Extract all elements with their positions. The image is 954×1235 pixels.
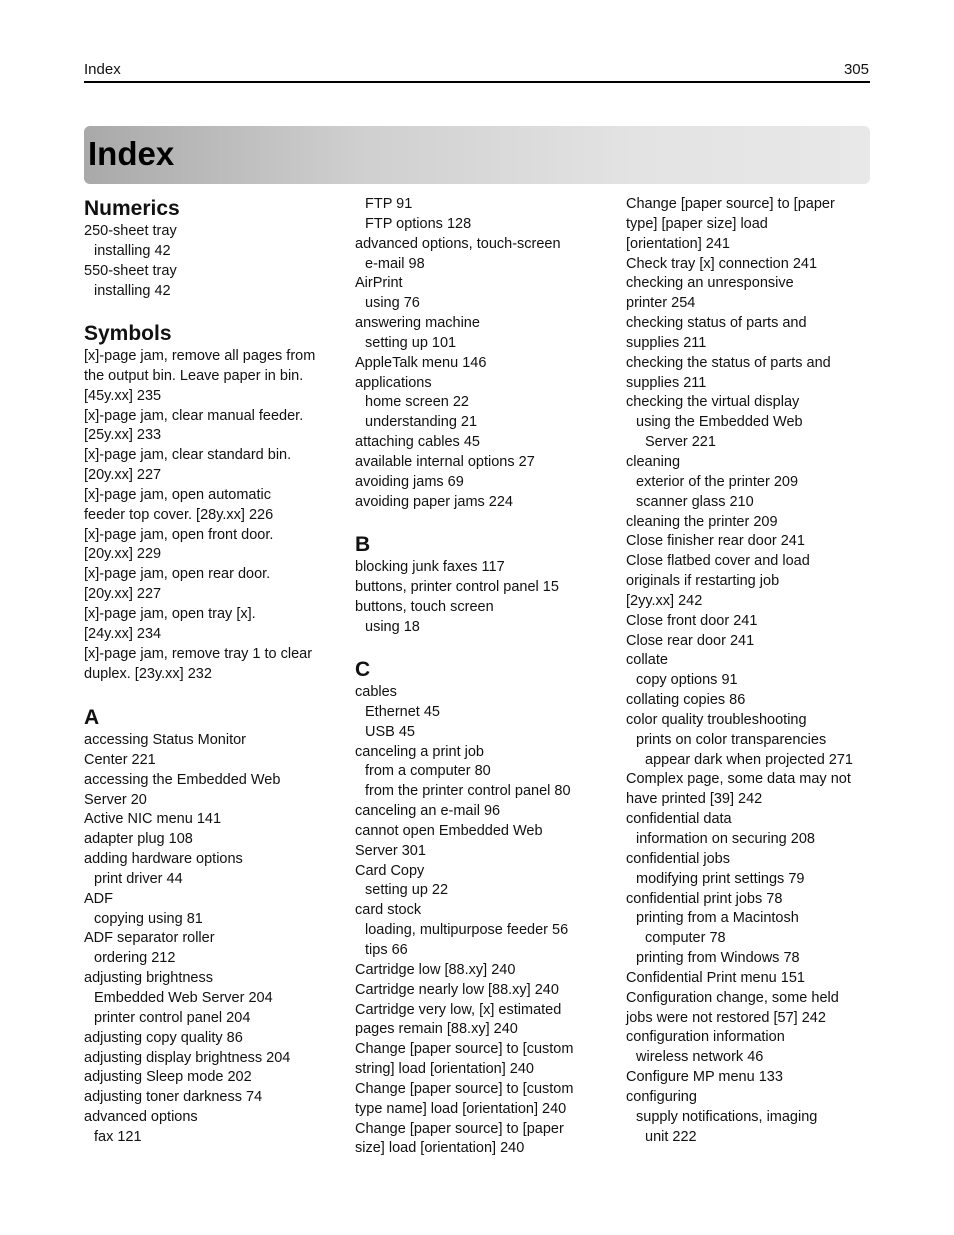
index-entry: ADF bbox=[84, 890, 113, 907]
index-subentry: wireless network 46 bbox=[636, 1049, 764, 1066]
index-entry: canceling an e-mail 96 bbox=[355, 803, 501, 820]
index-subentry: scanner glass 210 bbox=[636, 493, 754, 510]
index-section-continued bbox=[626, 195, 853, 1148]
index-entry: adding hardware options bbox=[84, 851, 243, 868]
index-section-heading: A bbox=[84, 706, 100, 729]
index-subentry: e-mail 98 bbox=[365, 255, 425, 272]
index-entry: size] load [orientation] 240 bbox=[355, 1140, 525, 1157]
index-entry: card stock bbox=[355, 902, 422, 919]
index-entry: cleaning the printer 209 bbox=[626, 513, 778, 530]
index-entry: checking an unresponsive bbox=[626, 275, 794, 292]
index-entry: type] [paper size] load bbox=[626, 215, 768, 232]
header-rule bbox=[84, 81, 870, 83]
index-entry: Cartridge nearly low [88.xy] 240 bbox=[355, 981, 559, 998]
index-entry: type name] load [orientation] 240 bbox=[355, 1100, 567, 1117]
index-entry: applications bbox=[355, 374, 432, 391]
index-subentry: using the Embedded Web bbox=[636, 414, 803, 431]
index-entry: cables bbox=[355, 684, 397, 700]
index-subentry: appear dark when projected 271 bbox=[645, 751, 853, 768]
index-entry: confidential jobs bbox=[626, 850, 730, 867]
index-entry: avoiding paper jams 224 bbox=[355, 493, 513, 510]
index-subentry: information on securing 208 bbox=[636, 831, 815, 847]
index-entry: adjusting toner darkness 74 bbox=[84, 1089, 263, 1106]
index-subentry: installing 42 bbox=[94, 242, 171, 259]
index-entry: Change [paper source] to [custom bbox=[355, 1080, 574, 1097]
index-entry: collating copies 86 bbox=[626, 692, 746, 709]
index-subentry: ordering 212 bbox=[94, 950, 176, 967]
index-entry: Check tray [x] connection 241 bbox=[626, 255, 818, 272]
index-subentry: from the printer control panel 80 bbox=[365, 783, 571, 800]
index-subentry: printer control panel 204 bbox=[94, 1009, 251, 1026]
index-subentry: unit 222 bbox=[645, 1128, 697, 1145]
index-subentry: printing from Windows 78 bbox=[636, 950, 800, 967]
index-entry: [20y.xx] 227 bbox=[84, 467, 162, 484]
index-entry: adapter plug 108 bbox=[84, 831, 193, 848]
index-entry: have printed [39] 242 bbox=[626, 791, 763, 808]
index-entry: [20y.xx] 229 bbox=[84, 546, 162, 563]
index-subentry: Embedded Web Server 204 bbox=[94, 989, 273, 1006]
index-entry: adjusting brightness bbox=[84, 970, 213, 987]
index-subentry: installing 42 bbox=[94, 282, 171, 299]
index-entry: AirPrint bbox=[355, 275, 403, 292]
index-section-a bbox=[84, 705, 290, 1148]
index-entry: 250-sheet tray bbox=[84, 223, 177, 239]
index-entry: Confidential Print menu 151 bbox=[626, 969, 805, 986]
index-entry: advanced options, touch-screen bbox=[355, 235, 561, 252]
index-entry: advanced options bbox=[84, 1109, 198, 1126]
index-entry: cannot open Embedded Web bbox=[355, 822, 543, 839]
index-subentry: FTP options 128 bbox=[365, 215, 472, 232]
index-entry: confidential print jobs 78 bbox=[626, 890, 783, 907]
index-entry: Card Copy bbox=[355, 862, 425, 879]
page-number: 305 bbox=[843, 61, 869, 78]
index-entry: adjusting copy quality 86 bbox=[84, 1029, 243, 1046]
index-subentry: printing from a Macintosh bbox=[636, 910, 799, 927]
index-subentry: Server 221 bbox=[645, 434, 716, 451]
index-section-c bbox=[355, 657, 573, 1159]
index-entry: [x]-page jam, remove all pages from bbox=[84, 348, 316, 364]
index-entry: Close front door 241 bbox=[626, 612, 758, 629]
index-entry: [2yy.xx] 242 bbox=[626, 592, 703, 609]
index-entry: Change [paper source] to [custom bbox=[355, 1041, 574, 1058]
index-section-symbols bbox=[84, 321, 315, 684]
index-entry: Cartridge very low, [x] estimated bbox=[355, 1001, 562, 1018]
index-entry: supplies 211 bbox=[626, 334, 707, 351]
index-section-heading: Symbols bbox=[84, 322, 172, 345]
index-subentry: copying using 81 bbox=[94, 910, 203, 927]
index-entry: ADF separator roller bbox=[84, 930, 215, 947]
index-subentry: Ethernet 45 bbox=[365, 703, 440, 720]
index-entry: Configure MP menu 133 bbox=[626, 1069, 783, 1086]
index-entry: Center 221 bbox=[84, 751, 156, 768]
index-entry: [24y.xx] 234 bbox=[84, 625, 162, 642]
index-entry: Configuration change, some held bbox=[626, 989, 839, 1006]
index-entry: Change [paper source] to [paper bbox=[626, 196, 835, 212]
index-entry: configuring bbox=[626, 1088, 697, 1105]
index-subentry: using 18 bbox=[365, 618, 420, 635]
index-subentry: copy options 91 bbox=[636, 672, 738, 689]
index-section-heading: C bbox=[355, 658, 371, 681]
index-subentry: computer 78 bbox=[645, 930, 726, 947]
index-entry: collate bbox=[626, 652, 668, 669]
index-entry: blocking junk faxes 117 bbox=[355, 559, 505, 575]
running-header-title: Index bbox=[84, 61, 121, 78]
index-entry: supplies 211 bbox=[626, 374, 707, 391]
index-entry: Server 20 bbox=[84, 791, 147, 808]
index-subentry: fax 121 bbox=[94, 1128, 142, 1145]
index-entry: originals if restarting job bbox=[626, 573, 780, 590]
index-entry: avoiding jams 69 bbox=[355, 473, 464, 490]
index-section-b bbox=[355, 532, 559, 637]
index-entry: checking status of parts and bbox=[626, 315, 807, 332]
index-entry: pages remain [88.xy] 240 bbox=[355, 1021, 518, 1038]
index-entry: checking the status of parts and bbox=[626, 354, 831, 371]
index-entry: Close rear door 241 bbox=[626, 632, 755, 649]
index-entry: confidential data bbox=[626, 811, 732, 828]
index-entry: [20y.xx] 227 bbox=[84, 586, 162, 603]
index-entry: cleaning bbox=[626, 453, 681, 470]
index-entry: 550-sheet tray bbox=[84, 262, 177, 279]
index-entry: duplex. [23y.xx] 232 bbox=[84, 665, 212, 682]
index-subentry: USB 45 bbox=[365, 723, 415, 740]
index-entry: color quality troubleshooting bbox=[626, 711, 807, 728]
title-banner bbox=[84, 126, 870, 184]
index-section-heading: B bbox=[355, 533, 371, 556]
index-section-heading: Numerics bbox=[84, 197, 180, 220]
index-entry: Close finisher rear door 241 bbox=[626, 533, 805, 550]
index-entry: adjusting display brightness 204 bbox=[84, 1049, 291, 1066]
page-title: Index bbox=[88, 135, 175, 172]
index-subentry: using 76 bbox=[365, 295, 420, 312]
index-subentry: setting up 101 bbox=[365, 334, 457, 351]
index-subentry: tips 66 bbox=[365, 941, 408, 958]
index-subentry: FTP 91 bbox=[365, 196, 413, 212]
index-entry: configuration information bbox=[626, 1029, 785, 1046]
index-entry: accessing the Embedded Web bbox=[84, 771, 281, 788]
index-entry: adjusting Sleep mode 202 bbox=[84, 1069, 252, 1086]
index-subentry: print driver 44 bbox=[94, 870, 183, 887]
index-entry: [x]-page jam, open tray [x]. bbox=[84, 605, 256, 622]
index-entry: printer 254 bbox=[626, 295, 696, 312]
index-entry: [45y.xx] 235 bbox=[84, 387, 162, 404]
index-entry: Server 301 bbox=[355, 842, 426, 859]
index-section-continued bbox=[355, 195, 561, 513]
index-entry: buttons, touch screen bbox=[355, 598, 494, 615]
index-entry: attaching cables 45 bbox=[355, 434, 480, 451]
index-entry: checking the virtual display bbox=[626, 394, 800, 411]
index-subentry: supply notifications, imaging bbox=[636, 1108, 818, 1125]
index-entry: Complex page, some data may not bbox=[626, 771, 851, 788]
index-entry: Active NIC menu 141 bbox=[84, 811, 222, 828]
index-section-numerics bbox=[84, 196, 180, 301]
index-entry: [x]-page jam, clear standard bin. bbox=[84, 447, 292, 464]
index-subentry: prints on color transparencies bbox=[636, 731, 827, 748]
index-entry: [x]-page jam, remove tray 1 to clear bbox=[84, 645, 313, 662]
index-subentry: from a computer 80 bbox=[365, 763, 491, 780]
index-entry: [x]-page jam, open automatic bbox=[84, 486, 271, 503]
index-subentry: modifying print settings 79 bbox=[636, 870, 805, 887]
index-subentry: exterior of the printer 209 bbox=[636, 473, 799, 490]
index-entry: answering machine bbox=[355, 315, 480, 332]
index-entry: [x]-page jam, open front door. bbox=[84, 526, 274, 543]
index-entry: feeder top cover. [28y.xx] 226 bbox=[84, 506, 274, 523]
index-entry: jobs were not restored [57] 242 bbox=[626, 1009, 826, 1026]
index-entry: [25y.xx] 233 bbox=[84, 427, 162, 444]
index-entry: Close flatbed cover and load bbox=[626, 553, 810, 570]
index-entry: AppleTalk menu 146 bbox=[355, 354, 487, 371]
index-entry: Cartridge low [88.xy] 240 bbox=[355, 961, 516, 978]
index-entry: [x]-page jam, clear manual feeder. bbox=[84, 407, 304, 424]
index-subentry: home screen 22 bbox=[365, 394, 469, 411]
index-subentry: loading, multipurpose feeder 56 bbox=[365, 922, 569, 939]
index-entry: canceling a print job bbox=[355, 743, 484, 760]
index-entry: accessing Status Monitor bbox=[84, 732, 246, 748]
index-entry: string] load [orientation] 240 bbox=[355, 1061, 534, 1078]
index-entry: buttons, printer control panel 15 bbox=[355, 578, 559, 595]
index-entry: the output bin. Leave paper in bin. bbox=[84, 367, 304, 384]
index-subentry: setting up 22 bbox=[365, 882, 449, 899]
index-entry: [x]-page jam, open rear door. bbox=[84, 566, 271, 583]
index-subentry: understanding 21 bbox=[365, 414, 478, 431]
index-entry: available internal options 27 bbox=[355, 453, 535, 470]
index-entry: [orientation] 241 bbox=[626, 235, 730, 252]
index-entry: Change [paper source] to [paper bbox=[355, 1120, 564, 1137]
